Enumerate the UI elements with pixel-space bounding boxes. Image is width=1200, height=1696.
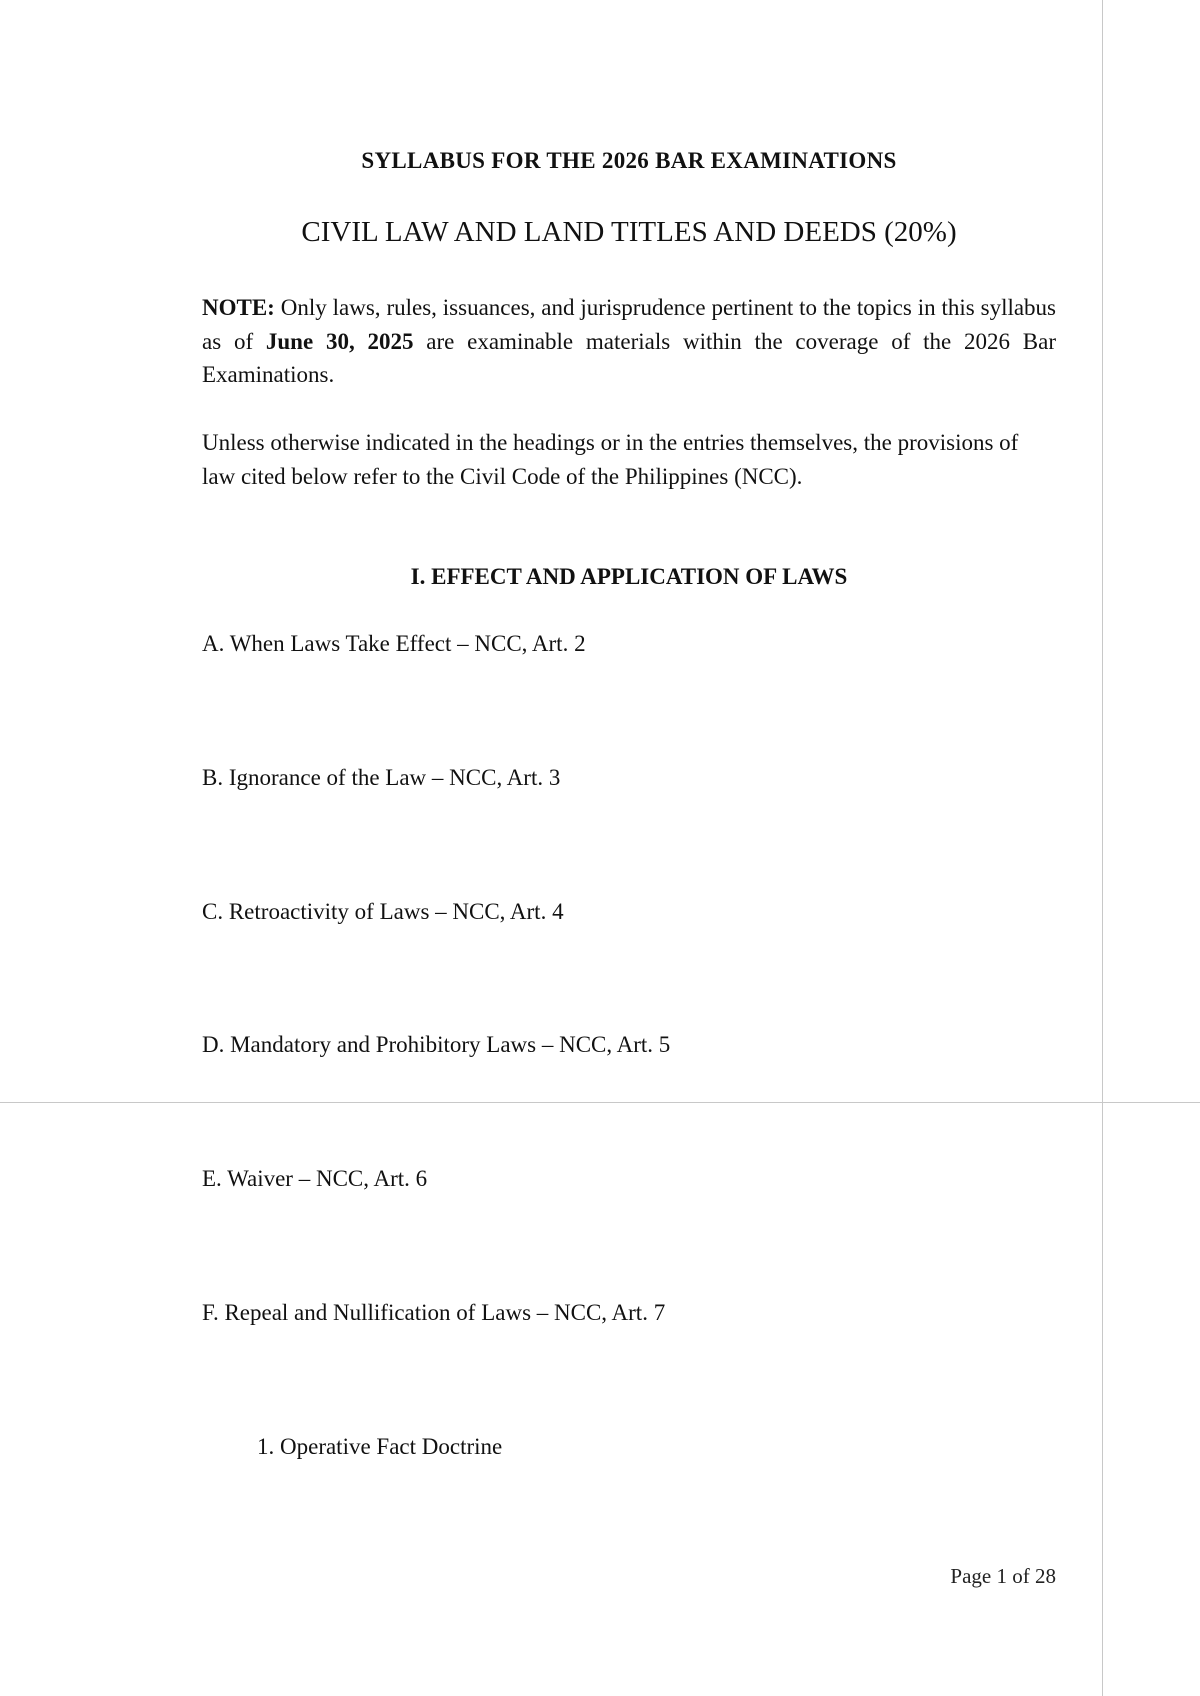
sub-entry-1: 1. Operative Fact Doctrine bbox=[257, 1434, 503, 1459]
note-text-before-date: Only laws, rules, issuances, and jurisprudence pertinent to the topics in this syllabus as of bbox=[202, 295, 1057, 354]
page-edge-vertical bbox=[1102, 0, 1103, 1696]
entry-d: D. Mandatory and Prohibitory Laws – NCC, Art. 5 bbox=[202, 1032, 671, 1057]
syllabus-title: SYLLABUS FOR THE 2026 BAR EXAMINATIONS bbox=[361, 148, 897, 173]
entry-b: B. Ignorance of the Law – NCC, Art. 3 bbox=[202, 765, 561, 790]
note-text-after-date: are examinable materials within the coverage of the 2026 Bar Examinations. bbox=[202, 328, 1057, 387]
entry-c: C. Retroactivity of Laws – NCC, Art. 4 bbox=[202, 899, 564, 924]
entry-e: E. Waiver – NCC, Art. 6 bbox=[202, 1166, 428, 1191]
entry-a: A. When Laws Take Effect – NCC, Art. 2 bbox=[202, 631, 586, 656]
note-date: June 30, 2025 bbox=[265, 328, 414, 354]
note-paragraph bbox=[202, 291, 1056, 392]
page-number: Page 1 of 28 bbox=[950, 1564, 1056, 1588]
note-label: NOTE: bbox=[202, 295, 275, 320]
section-heading: I. EFFECT AND APPLICATION OF LAWS bbox=[410, 564, 848, 589]
entry-f: F. Repeal and Nullification of Laws – NCC, Art. 7 bbox=[202, 1300, 666, 1325]
intro-paragraph: Unless otherwise indicated in the headings or in the entries themselves, the provisions of law cited below refer to the Civil Code of the Philippines (NCC). bbox=[202, 430, 1019, 489]
subject-title: CIVIL LAW AND LAND TITLES AND DEEDS (20%) bbox=[301, 216, 957, 248]
page-break-line bbox=[0, 1102, 1200, 1103]
